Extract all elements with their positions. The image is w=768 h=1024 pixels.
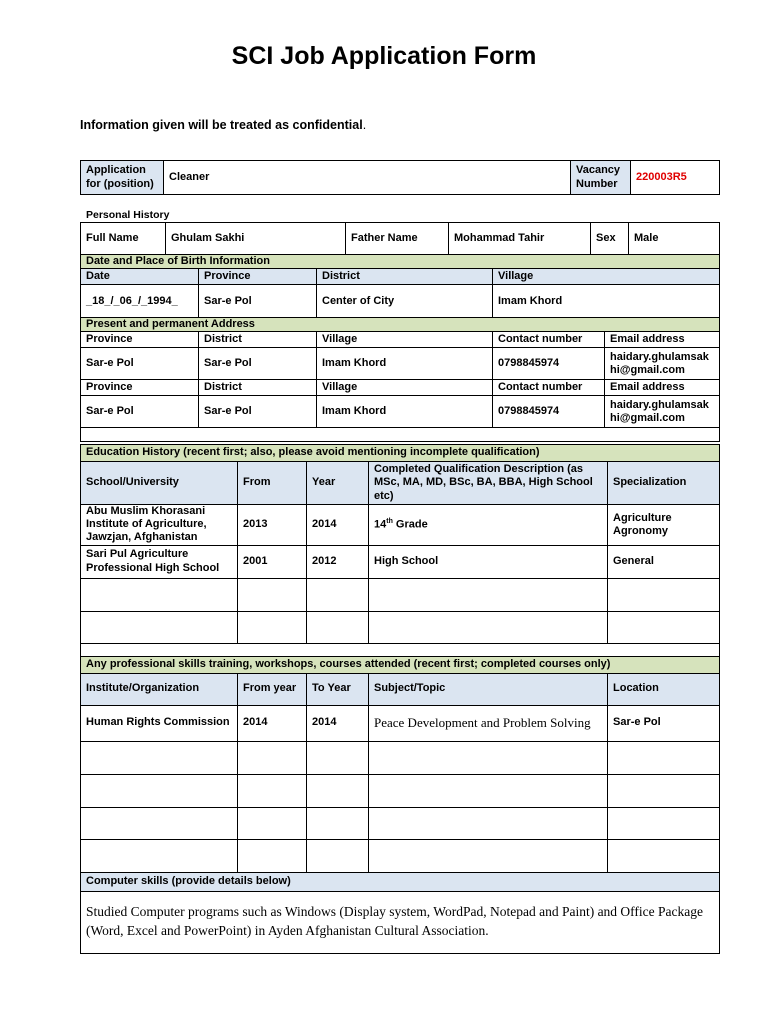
birth-village-value[interactable]: Imam Khord: [493, 285, 720, 318]
train-institute-value[interactable]: [81, 839, 238, 872]
sex-value[interactable]: Male: [629, 223, 720, 255]
train-location-value[interactable]: [608, 807, 720, 839]
address-header-contact: Contact number: [493, 380, 605, 396]
personal-history-label: Personal History: [86, 209, 170, 221]
birth-section-label: Date and Place of Birth Information: [81, 255, 720, 269]
edu-from-value[interactable]: 2001: [238, 545, 307, 578]
train-institute-value[interactable]: [81, 774, 238, 807]
birth-address-table: [80, 254, 720, 442]
spacer-row: [81, 428, 720, 442]
vacancy-value[interactable]: 220003R5: [631, 161, 720, 195]
father-name-value[interactable]: Mohammad Tahir: [449, 223, 591, 255]
edu-qualification-value[interactable]: [369, 578, 608, 611]
train-subject-value[interactable]: [369, 741, 608, 774]
train-from-value[interactable]: 2014: [238, 705, 307, 741]
application-table: [80, 160, 720, 195]
train-institute-value[interactable]: Human Rights Commission: [81, 705, 238, 741]
edu-year-value[interactable]: [307, 578, 369, 611]
address-section-label: Present and permanent Address: [81, 318, 720, 332]
birth-date-value[interactable]: _18_/_06_/_1994_: [81, 285, 199, 318]
training-section-label: Any professional skills training, workshops, courses attended (recent first; completed courses only): [81, 656, 720, 673]
full-name-value[interactable]: Ghulam Sakhi: [166, 223, 346, 255]
address-header-email: Email address: [605, 332, 720, 348]
address-header-district: District: [199, 380, 317, 396]
address-header-district: District: [199, 332, 317, 348]
address-province-value[interactable]: Sar-e Pol: [81, 396, 199, 428]
edu-header-specialization: Specialization: [608, 462, 720, 505]
edu-school-value[interactable]: [81, 611, 238, 643]
edu-header-year: Year: [307, 462, 369, 505]
edu-from-value[interactable]: 2013: [238, 505, 307, 546]
address-header-contact: Contact number: [493, 332, 605, 348]
address-contact-value[interactable]: 0798845974: [493, 348, 605, 380]
train-subject-value[interactable]: [369, 774, 608, 807]
spacer-row: [81, 643, 720, 656]
notice-text: Information given will be treated as confidential: [80, 118, 363, 132]
edu-header-qualification: Completed Qualification Description (as MSc, MA, MD, BSc, BA, BBA, High School etc): [369, 462, 608, 505]
edu-school-value[interactable]: Sari Pul Agriculture Professional High School: [81, 545, 238, 578]
edu-qualification-value[interactable]: 14th Grade: [369, 505, 608, 546]
birth-province-value[interactable]: Sar-e Pol: [199, 285, 317, 318]
edu-specialization-value[interactable]: General: [608, 545, 720, 578]
vacancy-label: Vacancy Number: [571, 161, 631, 195]
birth-header-village: Village: [493, 269, 720, 285]
train-location-value[interactable]: Sar-e Pol: [608, 705, 720, 741]
address-header-village: Village: [317, 380, 493, 396]
birth-header-date: Date: [81, 269, 199, 285]
train-header-location: Location: [608, 673, 720, 705]
address-header-province: Province: [81, 332, 199, 348]
train-location-value[interactable]: [608, 774, 720, 807]
train-subject-value[interactable]: [369, 807, 608, 839]
notice-dot: .: [362, 118, 367, 132]
train-to-value[interactable]: [307, 839, 369, 872]
train-from-value[interactable]: [238, 807, 307, 839]
edu-school-value[interactable]: [81, 578, 238, 611]
personal-table: [80, 222, 720, 255]
birth-district-value[interactable]: Center of City: [317, 285, 493, 318]
address-village-value[interactable]: Imam Khord: [317, 348, 493, 380]
birth-header-district: District: [317, 269, 493, 285]
edu-year-value[interactable]: 2014: [307, 505, 369, 546]
address-province-value[interactable]: Sar-e Pol: [81, 348, 199, 380]
address-district-value[interactable]: Sar-e Pol: [199, 348, 317, 380]
edu-header-from: From: [238, 462, 307, 505]
education-training-table: [80, 444, 720, 954]
train-subject-value[interactable]: [369, 839, 608, 872]
address-header-village: Village: [317, 332, 493, 348]
train-header-subject: Subject/Topic: [369, 673, 608, 705]
address-email-value[interactable]: haidary.ghulamsakhi@gmail.com: [605, 348, 720, 380]
full-name-label: Full Name: [81, 223, 166, 255]
edu-year-value[interactable]: 2012: [307, 545, 369, 578]
train-from-value[interactable]: [238, 839, 307, 872]
train-from-value[interactable]: [238, 741, 307, 774]
train-header-institute: Institute/Organization: [81, 673, 238, 705]
address-village-value[interactable]: Imam Khord: [317, 396, 493, 428]
address-header-province: Province: [81, 380, 199, 396]
train-location-value[interactable]: [608, 741, 720, 774]
edu-from-value[interactable]: [238, 578, 307, 611]
train-to-value[interactable]: [307, 741, 369, 774]
position-value[interactable]: Cleaner: [164, 161, 571, 195]
edu-specialization-value[interactable]: Agriculture Agronomy: [608, 505, 720, 546]
birth-header-province: Province: [199, 269, 317, 285]
computer-details[interactable]: Studied Computer programs such as Windows (Display system, WordPad, Notepad and Paint) and Office Package (Word, Excel and PowerPoint) in Ayden Afghanistan Cultural Association.: [81, 891, 720, 953]
train-to-value[interactable]: [307, 807, 369, 839]
train-header-from: From year: [238, 673, 307, 705]
edu-school-value[interactable]: Abu Muslim Khorasani Institute of Agriculture, Jawzjan, Afghanistan: [81, 505, 238, 546]
page-title: SCI Job Application Form: [231, 42, 537, 70]
sex-label: Sex: [591, 223, 629, 255]
position-label: Application for (position): [81, 161, 164, 195]
edu-year-value[interactable]: [307, 611, 369, 643]
education-section-label: Education History (recent first; also, please avoid mentioning incomplete qualification): [81, 445, 720, 462]
address-email-value[interactable]: haidary.ghulamsakhi@gmail.com: [605, 396, 720, 428]
edu-qualification-value[interactable]: High School: [369, 545, 608, 578]
edu-header-school: School/University: [81, 462, 238, 505]
father-name-label: Father Name: [346, 223, 449, 255]
train-to-value[interactable]: 2014: [307, 705, 369, 741]
edu-specialization-value[interactable]: [608, 578, 720, 611]
address-contact-value[interactable]: 0798845974: [493, 396, 605, 428]
confidential-notice: [80, 118, 366, 132]
train-header-to: To Year: [307, 673, 369, 705]
address-district-value[interactable]: Sar-e Pol: [199, 396, 317, 428]
train-location-value[interactable]: [608, 839, 720, 872]
computer-section-label: Computer skills (provide details below): [81, 872, 720, 891]
edu-specialization-value[interactable]: [608, 611, 720, 643]
train-from-value[interactable]: [238, 774, 307, 807]
train-to-value[interactable]: [307, 774, 369, 807]
train-institute-value[interactable]: [81, 741, 238, 774]
address-header-email: Email address: [605, 380, 720, 396]
edu-from-value[interactable]: [238, 611, 307, 643]
edu-qualification-value[interactable]: [369, 611, 608, 643]
train-subject-value[interactable]: Peace Development and Problem Solving: [369, 705, 608, 741]
train-institute-value[interactable]: [81, 807, 238, 839]
